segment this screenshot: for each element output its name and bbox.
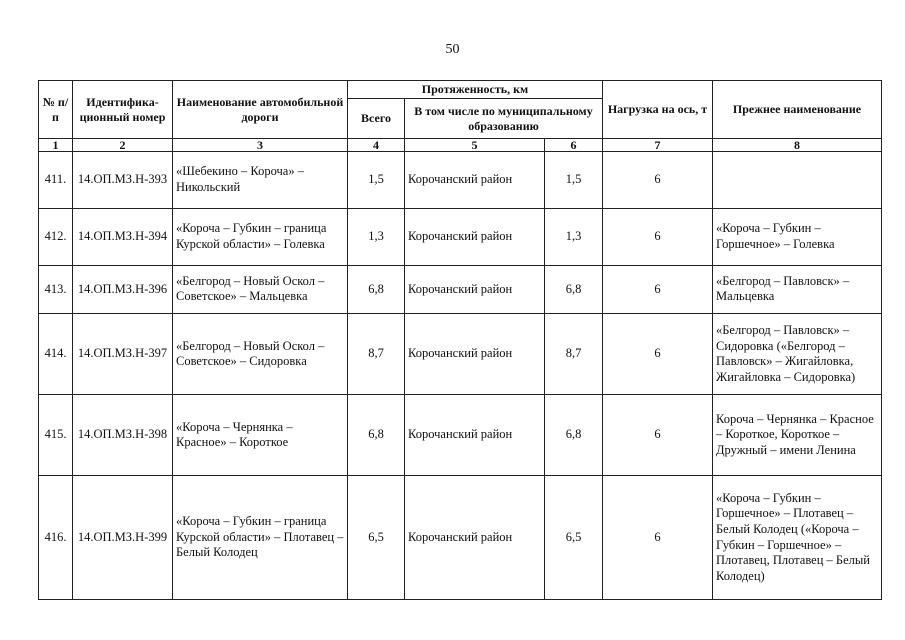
header-id: Идентифика-ционный номер [73,81,173,139]
row-id: 14.ОП.МЗ.Н-399 [73,476,173,600]
table-row [39,208,882,265]
table-row [39,395,882,476]
row-num: 412. [39,208,73,265]
row-id: 14.ОП.МЗ.Н-394 [73,208,173,265]
header-num: № п/п [39,81,73,139]
table-row [39,314,882,395]
row-road-name: «Шебекино – Короча» – Никольский [173,152,348,209]
row-id: 14.ОП.МЗ.Н-396 [73,265,173,314]
row-district-length: 6,5 [545,476,603,600]
row-total-length: 8,7 [348,314,405,395]
column-number: 8 [713,139,882,152]
row-num: 415. [39,395,73,476]
column-number: 7 [603,139,713,152]
column-numbers-row [39,139,882,152]
row-district-length: 6,8 [545,265,603,314]
row-total-length: 1,5 [348,152,405,209]
header-total: Всего [348,99,405,139]
roads-table [38,80,882,600]
table-row [39,476,882,600]
row-road-name: «Короча – Губкин – граница Курской области» – Голевка [173,208,348,265]
row-total-length: 6,8 [348,395,405,476]
row-former-name [713,152,882,209]
row-axle-load: 6 [603,152,713,209]
row-road-name: «Короча – Чернянка – Красное» – Короткое [173,395,348,476]
row-district: Корочанский район [405,476,545,600]
row-total-length: 1,3 [348,208,405,265]
column-number: 3 [173,139,348,152]
row-district: Корочанский район [405,208,545,265]
column-number: 2 [73,139,173,152]
column-number: 4 [348,139,405,152]
row-id: 14.ОП.МЗ.Н-398 [73,395,173,476]
row-former-name: «Белгород – Павловск» – Мальцевка [713,265,882,314]
row-axle-load: 6 [603,395,713,476]
row-num: 414. [39,314,73,395]
row-axle-load: 6 [603,265,713,314]
page-number: 50 [445,42,460,57]
row-district: Корочанский район [405,314,545,395]
row-district: Корочанский район [405,395,545,476]
row-road-name: «Белгород – Новый Оскол – Советское» – Мальцевка [173,265,348,314]
row-district-length: 1,5 [545,152,603,209]
row-district-length: 1,3 [545,208,603,265]
row-num: 411. [39,152,73,209]
row-id: 14.ОП.МЗ.Н-393 [73,152,173,209]
row-former-name: «Короча – Губкин – Горшечное» – Плотавец – Белый Колодец («Короча – Губкин – Горшечное» – Плотавец, Плотавец – Белый Колодец) [713,476,882,600]
row-num: 416. [39,476,73,600]
header-name: Наименование автомобильной дороги [173,81,348,139]
row-axle-load: 6 [603,208,713,265]
row-axle-load: 6 [603,314,713,395]
row-road-name: «Белгород – Новый Оскол – Советское» – Сидоровка [173,314,348,395]
column-number: 1 [39,139,73,152]
row-former-name: «Короча – Губкин – Горшечное» – Голевка [713,208,882,265]
row-district: Корочанский район [405,152,545,209]
row-district-length: 6,8 [545,395,603,476]
column-number: 6 [545,139,603,152]
header-municipal: В том числе по муниципальному образованию [405,99,603,139]
row-district: Корочанский район [405,265,545,314]
header-load: Нагрузка на ось, т [603,81,713,139]
row-num: 413. [39,265,73,314]
header-length: Протяженность, км [348,81,603,99]
row-district-length: 8,7 [545,314,603,395]
row-road-name: «Короча – Губкин – граница Курской области» – Плотавец – Белый Колодец [173,476,348,600]
row-former-name: Короча – Чернянка – Красное – Короткое, Короткое – Дружный – имени Ленина [713,395,882,476]
row-former-name: «Белгород – Павловск» – Сидоровка («Белгород – Павловск» – Жигайловка, Жигайловка – Сидоровка) [713,314,882,395]
row-total-length: 6,8 [348,265,405,314]
row-id: 14.ОП.МЗ.Н-397 [73,314,173,395]
table-row [39,152,882,209]
header-former: Прежнее наименование [713,81,882,139]
column-number: 5 [405,139,545,152]
table-row [39,265,882,314]
row-total-length: 6,5 [348,476,405,600]
row-axle-load: 6 [603,476,713,600]
